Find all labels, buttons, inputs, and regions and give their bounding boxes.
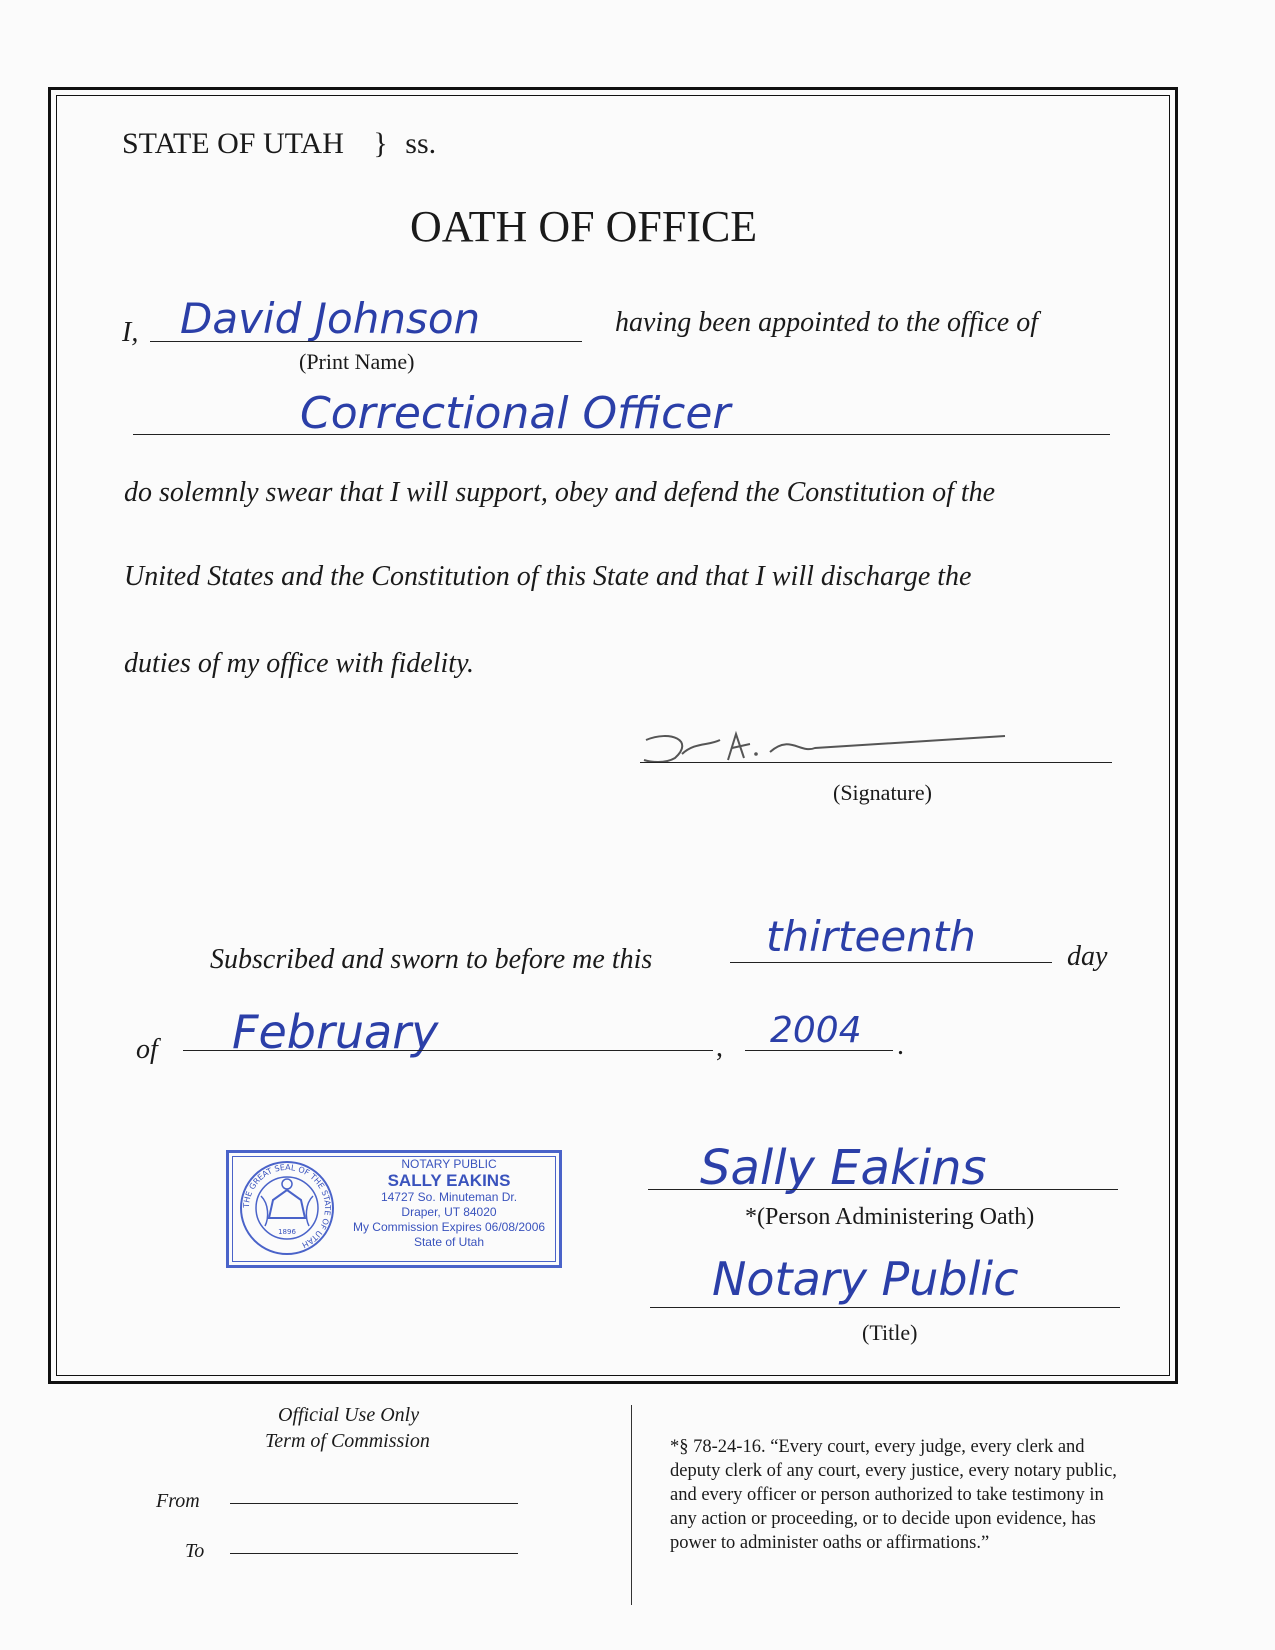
notary-stamp [226,1150,562,1268]
administrator-label: *(Person Administering Oath) [745,1204,1035,1230]
title-label: (Title) [862,1320,918,1345]
day-value: thirteenth [766,912,976,961]
print-name-label: (Print Name) [299,349,415,374]
seal-year: 1896 [278,1228,296,1236]
to-line[interactable] [230,1553,518,1554]
seal-ring-text: THE GREAT SEAL OF THE STATE OF UTAH [241,1162,333,1250]
print-name-line [150,341,582,342]
to-label: To [185,1540,205,1562]
month-value: February [232,1005,439,1059]
from-label: From [156,1490,200,1512]
brace-glyph: } [373,127,388,160]
stamp-text-block [339,1157,559,1250]
oath-text-line-2: United States and the Constitution of this State and that I will discharge the [124,561,972,592]
stamp-commission-expiry: My Commission Expires 06/08/2006 [352,1220,546,1234]
signature-label: (Signature) [833,780,932,805]
office-line [133,434,1110,435]
oath-text-line-1: do solemnly swear that I will support, obey and defend the Constitution of the [124,477,996,508]
from-line[interactable] [230,1503,518,1504]
footnote-line-3: and every officer or person authorized to take testimony in [670,1485,1104,1505]
stamp-notary-title: NOTARY PUBLIC [401,1157,497,1171]
page-title: OATH OF OFFICE [410,202,758,251]
office-value: Correctional Officer [300,388,731,439]
term-of-commission-heading: Term of Commission [265,1430,430,1452]
stamp-address-line-2: Draper, UT 84020 [401,1205,497,1219]
footnote-line-4: any action or proceeding, or to decide upon evidence, has [670,1509,1096,1529]
month-line [183,1050,713,1051]
of-label: of [136,1034,158,1065]
footnote-line-2: deputy clerk of any court, every justice, every notary public, [670,1461,1117,1481]
administrator-signature: Sally Eakins [700,1140,987,1196]
day-label: day [1067,941,1108,972]
title-line [650,1307,1120,1308]
stamp-notary-name: SALLY EAKINS [387,1171,511,1190]
state-name: STATE OF UTAH [122,127,344,160]
appointed-text: having been appointed to the office of [615,307,1039,338]
period-glyph: . [897,1030,904,1061]
day-line [730,962,1052,963]
official-use-heading: Official Use Only [278,1404,420,1426]
i-prefix: I, [122,317,139,348]
title-value: Notary Public [712,1252,1019,1306]
subscribed-text: Subscribed and sworn to before me this [210,944,653,975]
stamp-address-line-1: 14727 So. Minuteman Dr. [380,1190,518,1204]
oath-text-line-3: duties of my office with fidelity. [124,648,474,679]
print-name-value: David Johnson [180,294,481,343]
year-line [745,1050,893,1051]
year-value: 2004 [770,1010,862,1051]
footnote-line-5: power to administer oaths or affirmations.” [670,1533,990,1553]
statute-footnote [670,1435,1117,1555]
state-seal-icon [239,1160,335,1256]
state-heading [122,127,436,161]
footer-divider [631,1405,632,1605]
signature-line [640,762,1112,763]
comma-glyph: , [716,1032,723,1063]
administrator-line [648,1189,1118,1190]
ss-label: ss. [405,127,437,160]
footnote-line-1: *§ 78-24-16. “Every court, every judge, every clerk and [670,1437,1085,1457]
stamp-state: State of Utah [413,1235,485,1249]
